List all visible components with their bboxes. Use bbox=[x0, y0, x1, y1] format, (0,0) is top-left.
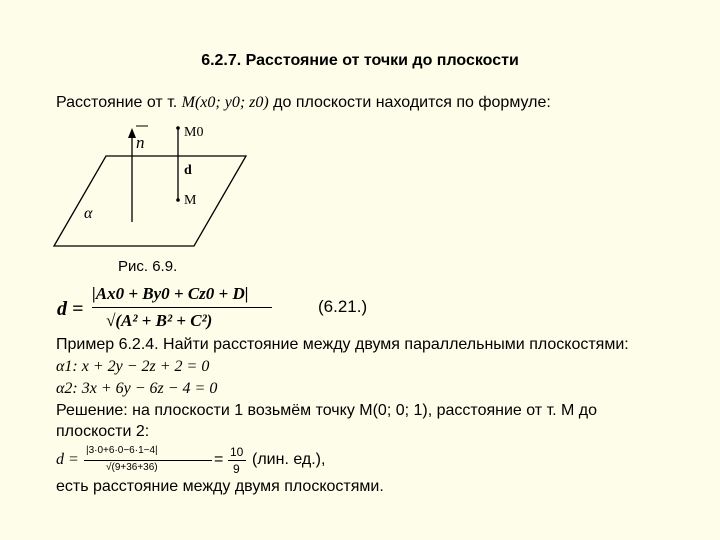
example-plane-1: α1: x + 2y − 2z + 2 = 0 bbox=[56, 358, 210, 375]
point-m0-dot bbox=[176, 126, 180, 130]
conclusion-line: есть расстояние между двумя плоскостями. bbox=[56, 478, 384, 495]
intro-point: M(x0; y0; z0) bbox=[181, 94, 269, 111]
formula-fraction-bar bbox=[92, 307, 272, 308]
calc-result-bar bbox=[228, 460, 246, 461]
calc-d: d = bbox=[56, 451, 79, 468]
normal-vector-label: n bbox=[136, 133, 145, 152]
calc-denominator: √(9+36+36) bbox=[106, 462, 158, 473]
solution-line-1: Решение: на плоскости 1 возьмём точку M(0; 0; 1), расстояние от т. M до bbox=[56, 402, 598, 419]
example-plane-2: α2: 3x + 6y − 6z − 4 = 0 bbox=[56, 380, 218, 397]
plane-figure bbox=[50, 118, 260, 250]
point-m0-label: M0 bbox=[184, 125, 204, 140]
formula-lhs: d = bbox=[57, 298, 84, 320]
intro-suffix: до плоскости находится по формуле: bbox=[268, 94, 551, 111]
figure-caption: Рис. 6.9. bbox=[118, 258, 178, 275]
normal-vector-arrowhead bbox=[128, 128, 136, 138]
calc-numerator: |3·0+6·0−6·1−4| bbox=[86, 445, 158, 456]
plane-label: α bbox=[84, 205, 93, 222]
plane-alpha bbox=[54, 156, 246, 246]
solution-line-2: плоскости 2: bbox=[56, 423, 150, 440]
example-heading: Пример 6.2.4. Найти расстояние между двумя параллельными плоскостями: bbox=[56, 336, 629, 353]
distance-label: d bbox=[184, 163, 192, 178]
formula-number: (6.21.) bbox=[318, 297, 368, 316]
calc-result-numerator: 10 bbox=[230, 445, 244, 459]
calc-equals: = bbox=[214, 451, 224, 468]
point-m-label: M bbox=[184, 193, 197, 208]
point-m-dot bbox=[176, 198, 180, 202]
calc-fraction-bar bbox=[84, 460, 212, 461]
calc-result-denominator: 9 bbox=[233, 462, 240, 476]
solution-calculation bbox=[56, 445, 356, 477]
slide-title: 6.2.7. Расстояние от точки до плоскости bbox=[201, 52, 519, 69]
calc-units: (лин. ед.), bbox=[252, 451, 326, 468]
formula-numerator: |Ax0 + By0 + Cz0 + D| bbox=[92, 284, 249, 303]
intro-line bbox=[56, 94, 551, 112]
intro-prefix: Расстояние от т. bbox=[56, 94, 182, 111]
formula-denominator: √(A² + B² + C²) bbox=[106, 311, 213, 330]
